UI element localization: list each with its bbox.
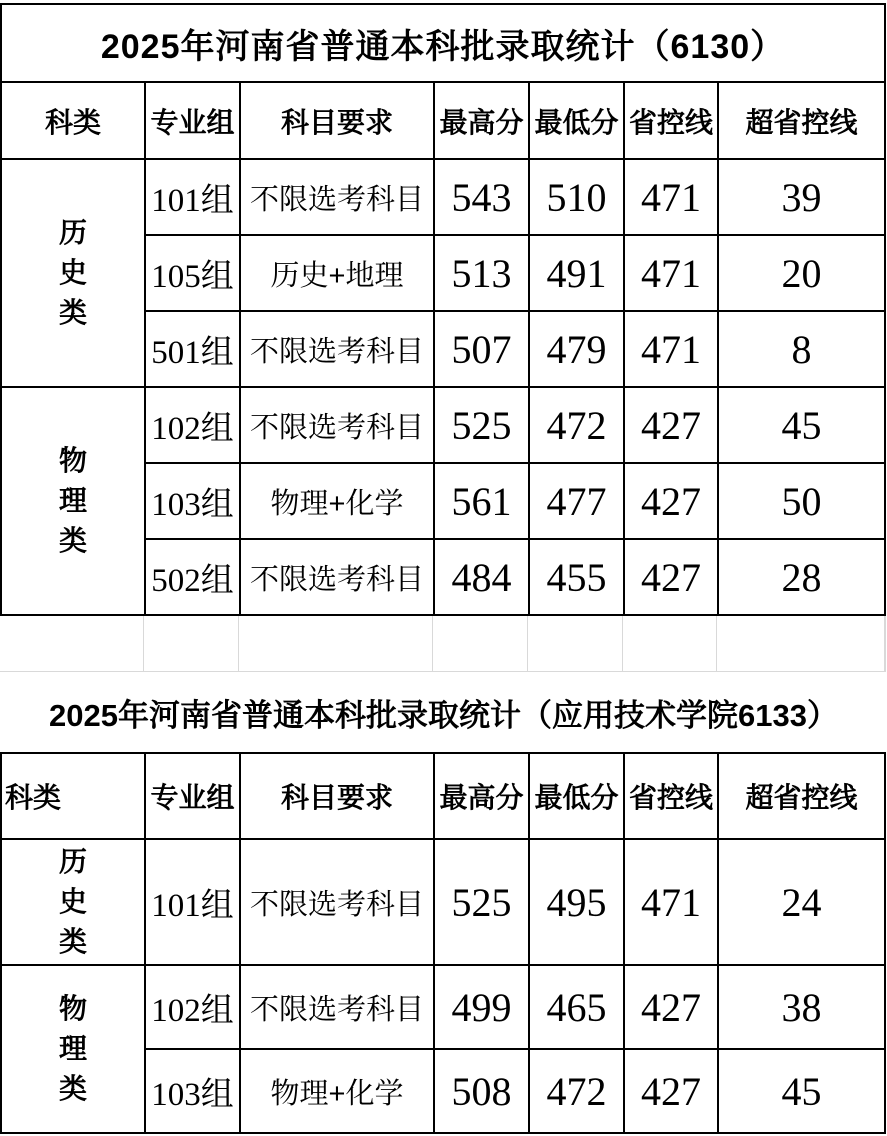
subjects-cell: 历史+地理 (241, 236, 433, 310)
empty-cell (528, 616, 622, 671)
min-score-cell: 472 (530, 388, 623, 462)
header-subject-req: 科目要求 (241, 754, 433, 838)
subjects-cell: 物理+化学 (241, 1050, 433, 1132)
subjects-cell: 不限选考科目 (241, 966, 433, 1048)
category-label: 物理类 (59, 993, 88, 1104)
header-max-score: 最高分 (435, 83, 528, 158)
max-score-cell: 525 (435, 840, 528, 964)
group-cell: 103组 (146, 1050, 239, 1132)
empty-cell (433, 616, 527, 671)
subjects-cell: 不限选考科目 (241, 540, 433, 614)
max-score-cell: 499 (435, 966, 528, 1048)
max-score-cell: 525 (435, 388, 528, 462)
category-label: 物理类 (59, 445, 88, 556)
category-cell-physics (2, 966, 144, 1132)
max-score-cell: 561 (435, 464, 528, 538)
province-line-cell: 471 (625, 312, 717, 386)
min-score-cell: 479 (530, 312, 623, 386)
category-cell-history (2, 840, 144, 964)
table-title: 2025年河南省普通本科批录取统计（应用技术学院6133） (49, 697, 838, 733)
above-line-cell: 28 (719, 540, 884, 614)
province-line-cell: 427 (625, 388, 717, 462)
category-label: 历史类 (59, 217, 88, 328)
max-score-cell: 508 (435, 1050, 528, 1132)
header-major-group: 专业组 (146, 754, 239, 838)
group-cell: 102组 (146, 388, 239, 462)
max-score-cell: 513 (435, 236, 528, 310)
group-cell: 101组 (146, 160, 239, 234)
subjects-cell: 物理+化学 (241, 464, 433, 538)
category-cell-history (2, 160, 144, 386)
above-line-cell: 45 (719, 388, 884, 462)
min-score-cell: 510 (530, 160, 623, 234)
group-cell: 103组 (146, 464, 239, 538)
empty-cell (0, 616, 143, 671)
header-min-score: 最低分 (530, 83, 623, 158)
province-line-cell: 427 (625, 464, 717, 538)
group-cell: 102组 (146, 966, 239, 1048)
empty-cell (144, 616, 238, 671)
category-label: 历史类 (59, 846, 88, 957)
header-min-score: 最低分 (530, 754, 623, 838)
table-title: 2025年河南省普通本科批录取统计（6130） (2, 5, 884, 81)
min-score-cell: 495 (530, 840, 623, 964)
header-category: 科类 (2, 754, 144, 838)
province-line-cell: 471 (625, 236, 717, 310)
above-line-cell: 38 (719, 966, 884, 1048)
min-score-cell: 455 (530, 540, 623, 614)
above-line-cell: 24 (719, 840, 884, 964)
subjects-cell: 不限选考科目 (241, 312, 433, 386)
max-score-cell: 507 (435, 312, 528, 386)
header-subject-req: 科目要求 (241, 83, 433, 158)
province-line-cell: 427 (625, 966, 717, 1048)
header-above-line: 超省控线 (719, 83, 884, 158)
group-cell: 502组 (146, 540, 239, 614)
admission-table-6130 (0, 3, 886, 616)
min-score-cell: 465 (530, 966, 623, 1048)
group-cell: 101组 (146, 840, 239, 964)
subjects-cell: 不限选考科目 (241, 388, 433, 462)
subjects-cell: 不限选考科目 (241, 160, 433, 234)
above-line-cell: 45 (719, 1050, 884, 1132)
province-line-cell: 427 (625, 540, 717, 614)
above-line-cell: 50 (719, 464, 884, 538)
header-province-line: 省控线 (625, 83, 717, 158)
province-line-cell: 471 (625, 160, 717, 234)
min-score-cell: 472 (530, 1050, 623, 1132)
above-line-cell: 8 (719, 312, 884, 386)
min-score-cell: 491 (530, 236, 623, 310)
subjects-cell: 不限选考科目 (241, 840, 433, 964)
header-above-line: 超省控线 (719, 754, 884, 838)
header-major-group: 专业组 (146, 83, 239, 158)
empty-grid-row (0, 616, 886, 672)
empty-cell (623, 616, 716, 671)
above-line-cell: 20 (719, 236, 884, 310)
header-max-score: 最高分 (435, 754, 528, 838)
max-score-cell: 543 (435, 160, 528, 234)
header-province-line: 省控线 (625, 754, 717, 838)
header-category: 科类 (2, 83, 144, 158)
empty-cell (239, 616, 432, 671)
group-cell: 501组 (146, 312, 239, 386)
max-score-cell: 484 (435, 540, 528, 614)
category-cell-physics (2, 388, 144, 614)
empty-cell (717, 616, 884, 671)
province-line-cell: 427 (625, 1050, 717, 1132)
admission-table-6133 (0, 752, 886, 1134)
province-line-cell: 471 (625, 840, 717, 964)
above-line-cell: 39 (719, 160, 884, 234)
group-cell: 105组 (146, 236, 239, 310)
min-score-cell: 477 (530, 464, 623, 538)
